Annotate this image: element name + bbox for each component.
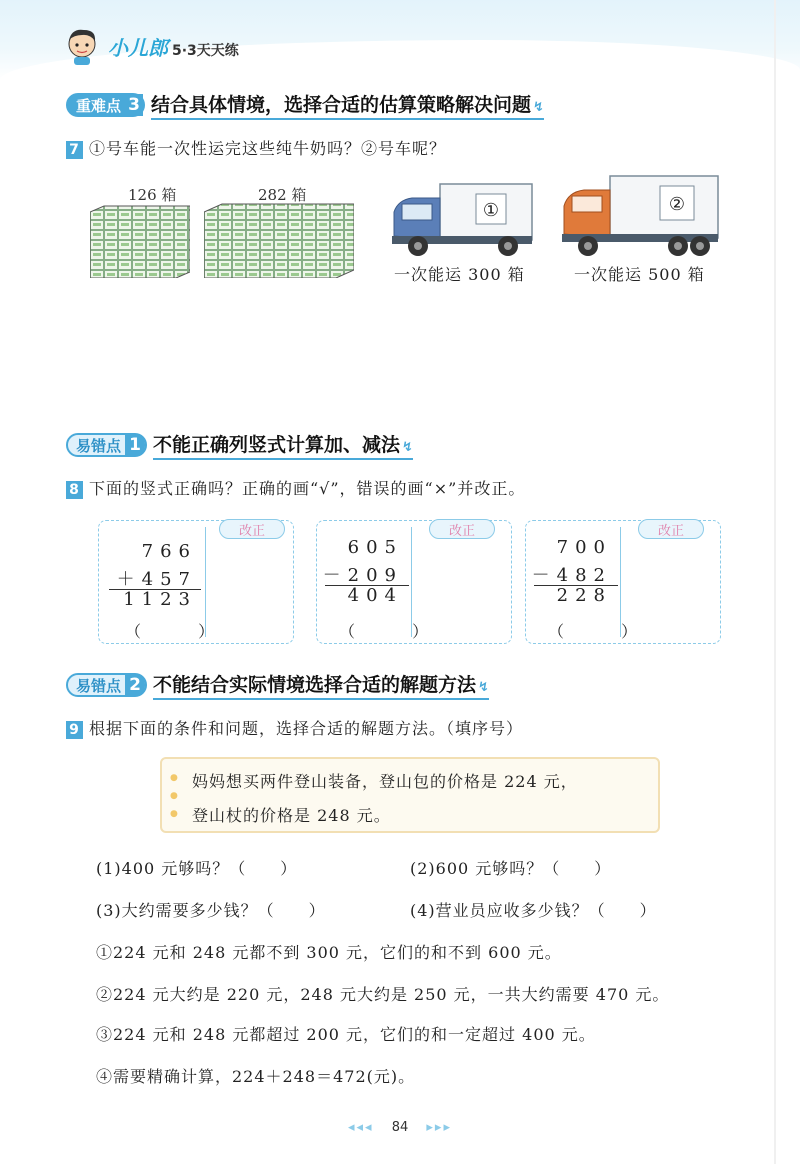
vertical-calc-box-1 (98, 520, 294, 644)
section-title: 结合具体情境，选择合适的估算策略解决问题 ↯ (151, 90, 544, 120)
truck-1-mark: ① (482, 200, 500, 221)
milk-box-stack-small-icon (90, 200, 190, 278)
condition-line-2: 登山杖的价格是 248 元。 (192, 806, 391, 825)
box-stack-label-1: 126 箱 (128, 186, 177, 204)
calc-result[interactable]: 1123 (123, 589, 197, 610)
brand-sub: 5·3天天练 (172, 43, 239, 59)
sub-question-2[interactable]: (2)600 元够吗？（ ） (410, 859, 612, 878)
question-text: 下面的竖式正确吗？正确的画“√”，错误的画“×”并改正。 (89, 479, 526, 498)
vertical-calc-box-3 (525, 520, 721, 644)
condition-box (160, 757, 660, 833)
box-stack-label-2: 282 箱 (258, 186, 307, 204)
page-number: 84 (391, 1120, 409, 1135)
sub-question-3[interactable]: (3)大约需要多少钱？（ ） (96, 901, 326, 920)
section-tag (66, 673, 147, 697)
brand-main: 小儿郎 (108, 36, 168, 60)
question-9 (66, 716, 523, 739)
calc-operand-line: －482 (531, 565, 612, 586)
brand (108, 32, 239, 61)
fix-tab: 改正 (638, 519, 704, 539)
answer-paren[interactable]: （ ） (125, 622, 241, 641)
fix-tab: 改正 (429, 519, 495, 539)
section-tag-label: 重难点 (76, 96, 122, 115)
option-4: ④需要精确计算，224＋248＝472(元)。 (96, 1067, 416, 1086)
page-spine (774, 0, 776, 1164)
section-title: 不能正确列竖式计算加、减法 ↯ (153, 430, 413, 460)
truck-1-icon (388, 178, 536, 262)
calc-operand-line: －209 (322, 565, 403, 586)
question-number: 8 (66, 481, 83, 499)
vertical-calc-box-2 (316, 520, 512, 644)
section-tag-label: 易错点 (76, 676, 122, 695)
question-number: 9 (66, 721, 83, 739)
section-heading-3 (66, 670, 489, 700)
option-1: ①224 元和 248 元都不到 300 元，它们的和不到 600 元。 (96, 943, 562, 962)
sub-question-4[interactable]: (4)营业员应收多少钱？（ ） (410, 901, 657, 920)
truck-2-caption: 一次能运 500 箱 (574, 265, 705, 284)
question-7 (66, 136, 446, 159)
right-arrows-icon: ▸▸▸ (426, 1120, 452, 1135)
truck-1-caption: 一次能运 300 箱 (394, 265, 525, 284)
truck-2-mark: ② (668, 194, 686, 215)
question-8 (66, 476, 525, 499)
section-tag-number: 2 (125, 674, 145, 696)
fix-tab: 改正 (219, 519, 285, 539)
section-tag (66, 93, 145, 117)
page-footer (0, 1120, 800, 1135)
section-title: 不能结合实际情境选择合适的解题方法 ↯ (153, 670, 489, 700)
option-3: ③224 元和 248 元都超过 200 元，它们的和一定超过 400 元。 (96, 1025, 596, 1044)
calc-top-number: 766 (141, 541, 197, 562)
calc-result[interactable]: 404 (347, 585, 403, 606)
condition-dots: ● ● ● (170, 773, 178, 819)
section-heading-2 (66, 430, 413, 460)
section-heading-1 (66, 90, 544, 120)
question-text: 根据下面的条件和问题，选择合适的解题方法。（填序号） (89, 719, 524, 738)
condition-line-1: 妈妈想买两件登山装备，登山包的价格是 224 元， (192, 772, 578, 791)
calc-operand-line: ＋457 (116, 569, 197, 590)
mascot-icon (64, 26, 100, 66)
calc-result[interactable]: 228 (556, 585, 612, 606)
sub-question-1[interactable]: (1)400 元够吗？（ ） (96, 859, 298, 878)
calc-top-number: 605 (347, 537, 403, 558)
section-tag (66, 433, 147, 457)
section-tag-number: 3 (125, 94, 143, 116)
section-tag-label: 易错点 (76, 436, 122, 455)
milk-box-stack-large-icon (204, 200, 354, 278)
section-tag-number: 1 (125, 434, 145, 456)
option-2: ②224 元大约是 220 元，248 元大约是 250 元，一共大约需要 470 元。 (96, 985, 670, 1004)
question-text: ①号车能一次性运完这些纯牛奶吗？②号车呢？ (89, 139, 447, 158)
calc-top-number: 700 (556, 537, 612, 558)
question-number: 7 (66, 141, 83, 159)
left-arrows-icon: ◂◂◂ (348, 1120, 374, 1135)
truck-2-icon (560, 172, 722, 262)
answer-paren[interactable]: （ ） (339, 622, 455, 641)
answer-paren[interactable]: （ ） (548, 622, 664, 641)
